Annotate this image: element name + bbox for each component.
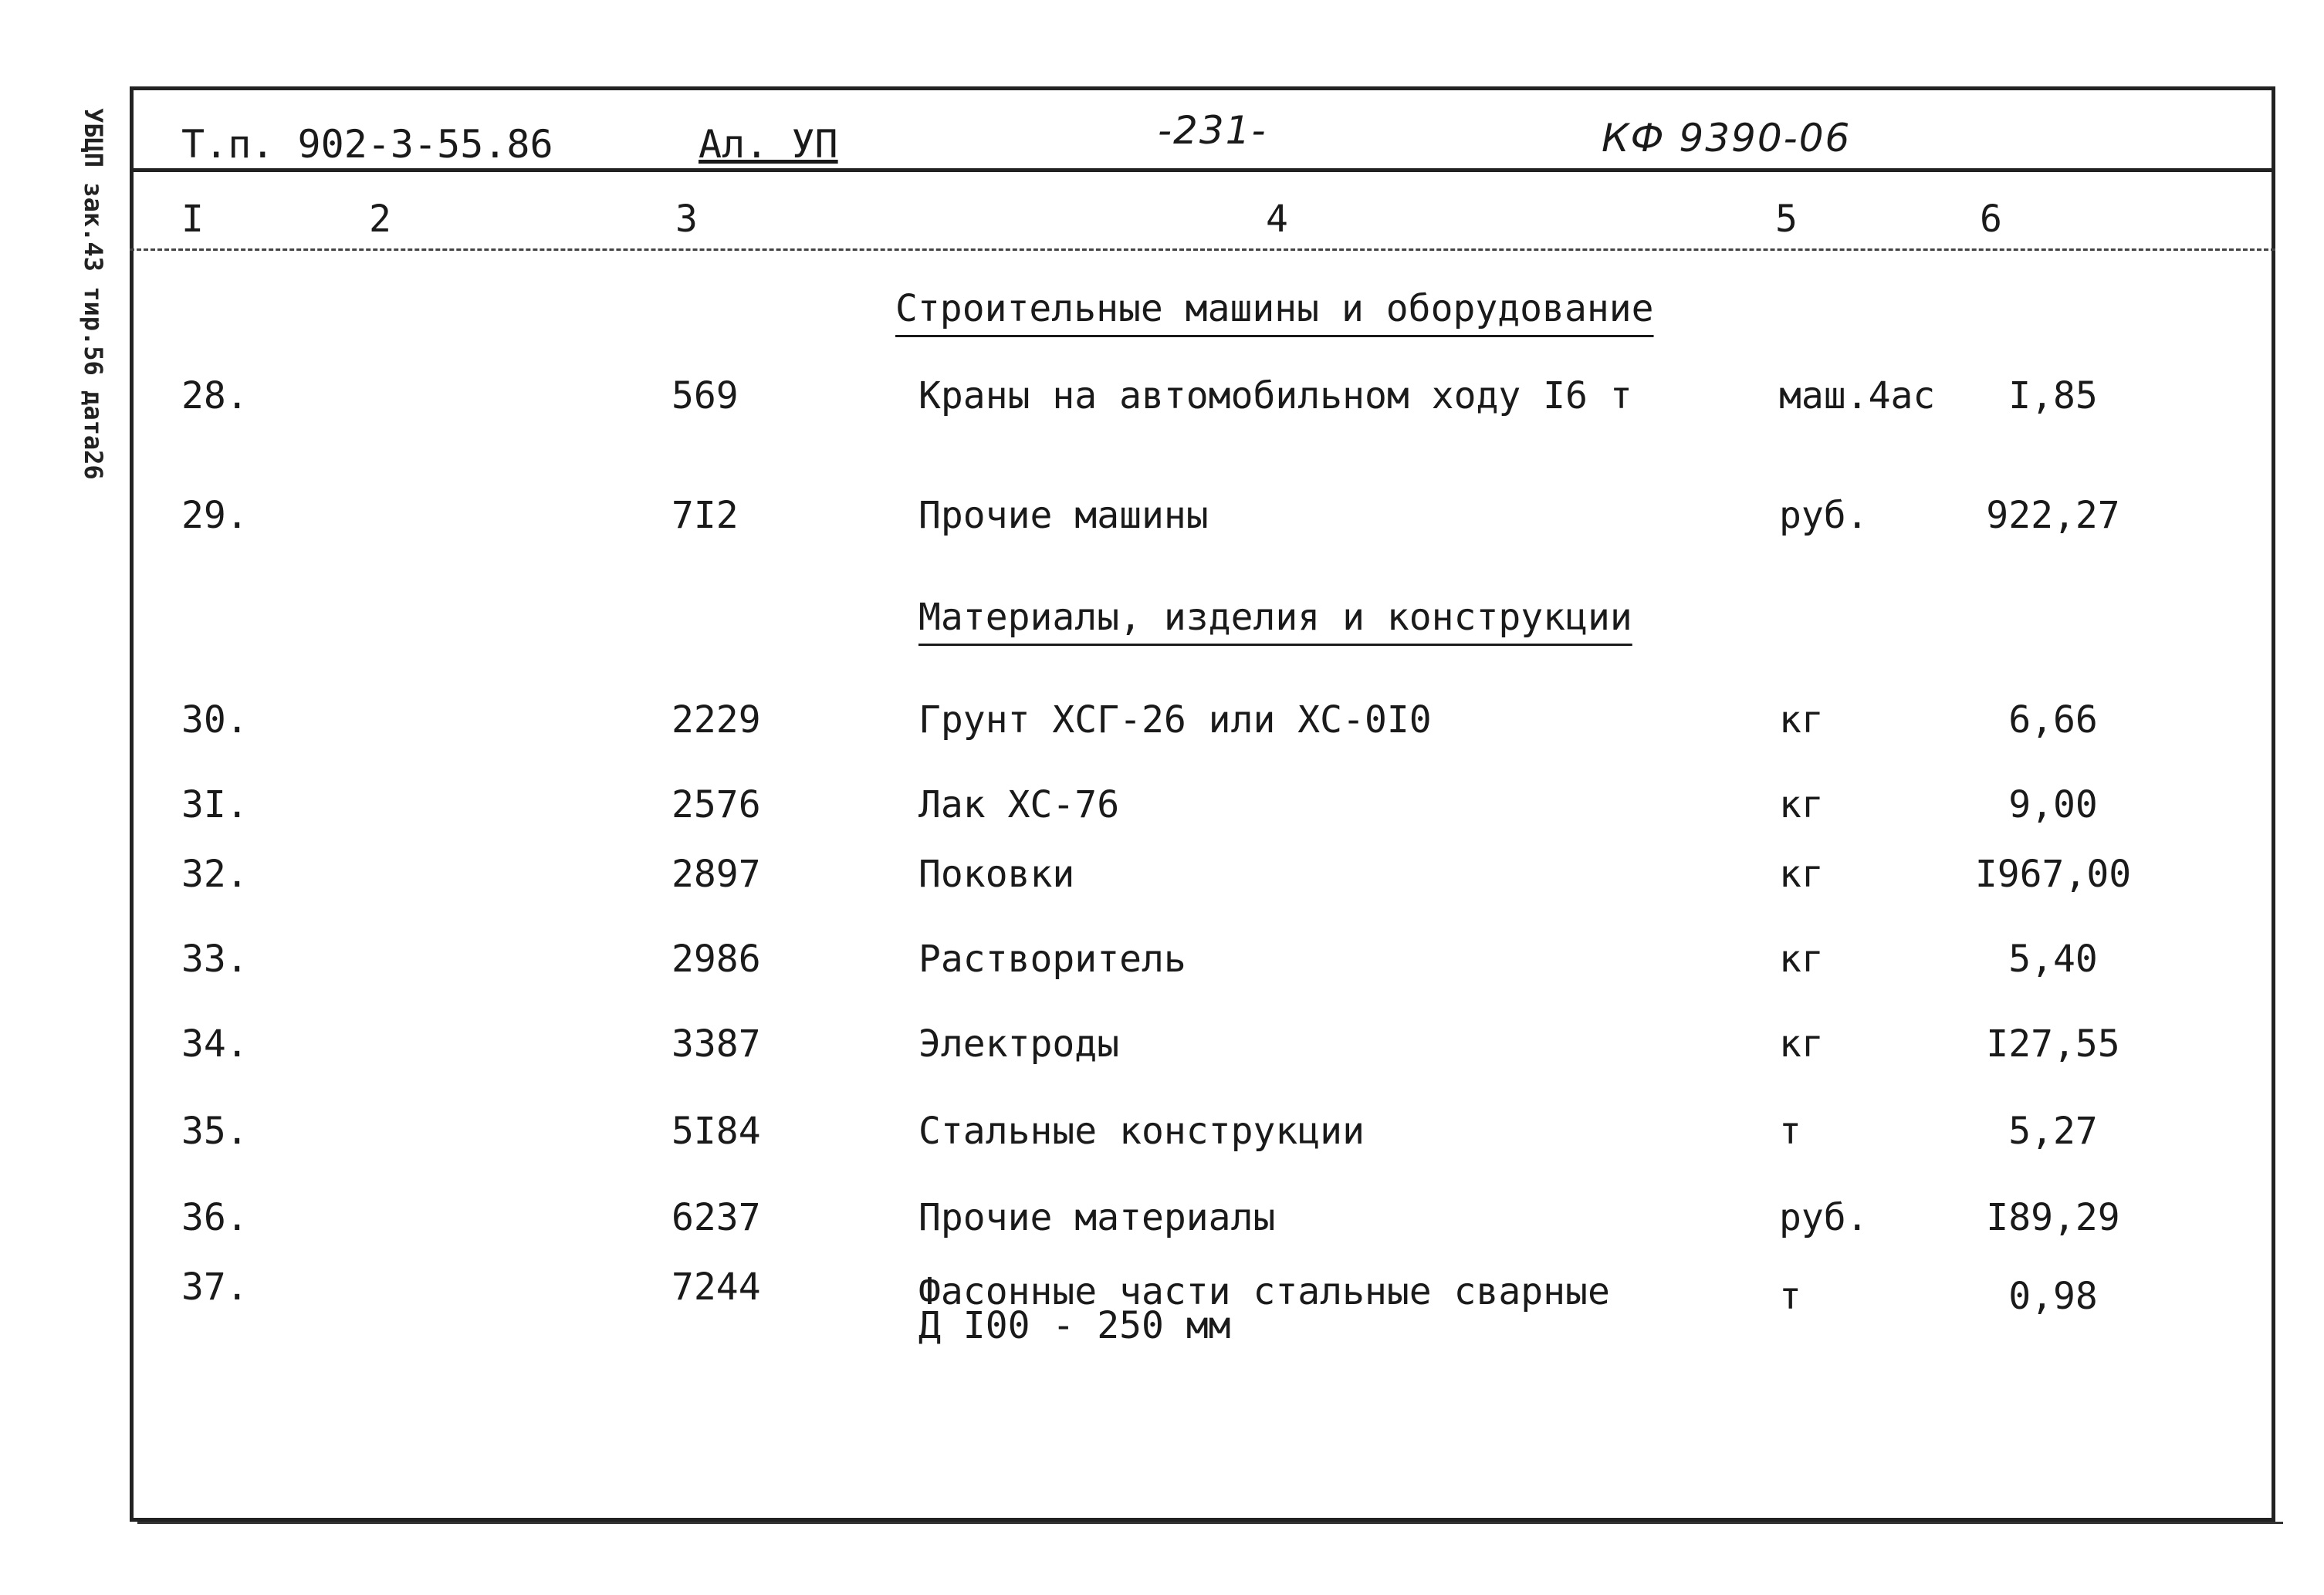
row-value: 5,40 [2008, 938, 2098, 981]
column-rule [130, 248, 2275, 251]
margin-stamp: УБЦП зак.43 тир.56 дата26 [79, 108, 108, 480]
album-number: Ал. УП [699, 122, 838, 167]
row-code: 2229 [671, 698, 761, 742]
row-unit: руб. [1779, 494, 1869, 537]
row-value: 6,66 [2008, 698, 2098, 742]
section-title-materials: Материалы, изделия и конструкции [918, 596, 1632, 639]
row-code: 3387 [671, 1022, 761, 1066]
row-number: 3I. [181, 783, 249, 826]
row-code: 7I2 [671, 494, 739, 537]
row-value: I89,29 [1986, 1196, 2120, 1239]
table-row [0, 374, 2324, 444]
row-code: 2576 [671, 783, 761, 826]
row-unit: кг [1779, 1022, 1824, 1066]
table-row [0, 698, 2324, 768]
row-code: 6237 [671, 1196, 761, 1239]
row-name: Фасонные части стальные сварные [918, 1270, 1610, 1313]
row-code: 5I84 [671, 1110, 761, 1153]
row-value: I967,00 [1974, 853, 2132, 896]
row-code: 569 [671, 374, 739, 417]
row-unit: кг [1779, 698, 1824, 742]
row-value: 9,00 [2008, 783, 2098, 826]
table-row [0, 853, 2324, 922]
row-name: Грунт ХСГ-26 или ХС-0I0 [918, 698, 1432, 742]
section-title-machines: Строительные машины и оборудование [895, 287, 1654, 330]
row-code: 2897 [671, 853, 761, 896]
row-unit: маш.4ас [1779, 374, 1936, 417]
row-name: Прочие машины [918, 494, 1209, 537]
row-name: Поковки [918, 853, 1075, 896]
row-value: 5,27 [2008, 1110, 2098, 1153]
row-name: Прочие материалы [918, 1196, 1276, 1239]
frame-shadow [137, 1522, 2283, 1528]
col-number-4: 4 [1266, 198, 1288, 241]
row-number: 33. [181, 938, 249, 981]
col-number-6: 6 [1980, 198, 2002, 241]
row-name: Растворитель [918, 938, 1186, 981]
row-value: I,85 [2008, 374, 2098, 417]
row-name: Электроды [918, 1022, 1120, 1066]
row-unit: руб. [1779, 1196, 1869, 1239]
row-code: 7244 [671, 1266, 761, 1309]
row-value: 0,98 [2008, 1275, 2098, 1318]
row-number: 34. [181, 1022, 249, 1066]
col-number-1: I [181, 198, 204, 241]
row-name: Краны на автомобильном ходу I6 т [918, 374, 1632, 417]
col-number-3: 3 [675, 198, 698, 241]
row-unit: кг [1779, 938, 1824, 981]
row-number: 28. [181, 374, 249, 417]
col-number-2: 2 [369, 198, 391, 241]
col-number-5: 5 [1775, 198, 1798, 241]
table-row [0, 938, 2324, 1007]
row-unit: кг [1779, 783, 1824, 826]
row-name: Лак ХС-76 [918, 783, 1120, 826]
table-row [0, 1196, 2324, 1266]
table-row [0, 1022, 2324, 1092]
row-value: I27,55 [1986, 1022, 2120, 1066]
row-number: 32. [181, 853, 249, 896]
row-name-line2: Д I00 - 250 мм [918, 1304, 1231, 1347]
table-row [0, 783, 2324, 853]
row-number: 35. [181, 1110, 249, 1153]
table-row [0, 1110, 2324, 1179]
row-code: 2986 [671, 938, 761, 981]
row-number: 30. [181, 698, 249, 742]
project-number: Т.п. 902-3-55.86 [181, 122, 553, 167]
table-row [0, 1266, 2324, 1358]
document-code: КФ 9390-06 [1602, 116, 1852, 161]
row-unit: т [1779, 1110, 1801, 1153]
row-unit: т [1779, 1275, 1801, 1318]
row-value: 922,27 [1986, 494, 2120, 537]
row-number: 29. [181, 494, 249, 537]
row-unit: кг [1779, 853, 1824, 896]
table-row [0, 494, 2324, 563]
row-name: Стальные конструкции [918, 1110, 1365, 1153]
row-number: 37. [181, 1266, 249, 1309]
page-number: -231- [1158, 108, 1267, 153]
row-number: 36. [181, 1196, 249, 1239]
header-rule [130, 168, 2275, 172]
